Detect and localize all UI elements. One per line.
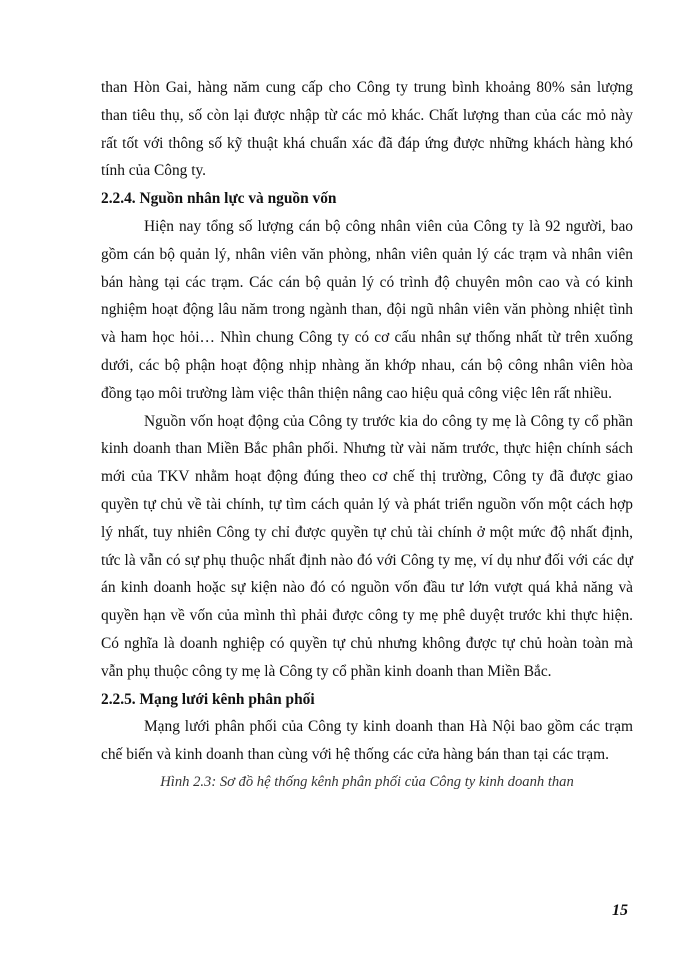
document-page [101,74,633,797]
paragraph-human-resources: Hiện nay tổng số lượng cán bộ công nhân viên của Công ty là 92 người, bao gồm cán bộ quản lý, nhân viên văn phòng, nhân viên quản lý các trạm và nhân viên bán hàng tại các trạm. Các cán bộ quản lý có trình độ chuyên môn cao và có kinh nghiệm hoạt động lâu năm trong ngành than, đội ngũ nhân viên văn phòng nhiệt tình và ham học hỏi… Nhìn chung Công ty có cơ cấu nhân sự thống nhất từ trên xuống dưới, các bộ phận hoạt động nhịp nhàng ăn khớp nhau, cán bộ công nhân viên hòa đồng tạo môi trường làm việc thân thiện nâng cao hiệu quả công việc lên rất nhiều. [101,217,633,402]
continuation-paragraph: than Hòn Gai, hàng năm cung cấp cho Công ty trung bình khoảng 80% sản lượng than tiêu thụ, số còn lại được nhập từ các mỏ khác. Chất lượng than của các mỏ này rất tốt với thông số kỹ thuật khá chuẩn xác đã đáp ứng được những khách hàng khó tính của Công ty. [101,79,633,180]
page-number: 15 [612,902,628,919]
section-heading-2-2-5: 2.2.5. Mạng lưới kênh phân phối [101,690,315,708]
section-heading-2-2-4: 2.2.4. Nguồn nhân lực và nguồn vốn [101,190,337,208]
paragraph-capital: Nguồn vốn hoạt động của Công ty trước kia do công ty mẹ là Công ty cổ phần kinh doanh than Miền Bắc phân phối. Nhưng từ vài năm trước, thực hiện chính sách mới của TKV nhằm hoạt động đúng theo cơ chế thị trường, Công ty đã được giao quyền tự chủ về tài chính, tự tìm cách quản lý và phát triển nguồn vốn một cách hợp lý nhất, tuy nhiên Công ty chỉ được quyền tự chủ tài chính ở một mức độ nhất định, tức là vẫn có sự phụ thuộc nhất định nào đó với Công ty mẹ, ví dụ như đối với các dự án kinh doanh hoặc sự kiện nào đó có nguồn vốn đầu tư lớn vượt quá khả năng và quyền hạn về vốn của mình thì phải được công ty mẹ phê duyệt trước khi thực hiện. Có nghĩa là doanh nghiệp có quyền tự chủ nhưng không được tự chủ hoàn toàn mà vẫn phụ thuộc công ty mẹ là Công ty cổ phần kinh doanh than Miền Bắc. [101,412,633,680]
figure-caption: Hình 2.3: Sơ đồ hệ thống kênh phân phối của Công ty kinh doanh than [160,773,574,790]
paragraph-distribution-network: Mạng lưới phân phối của Công ty kinh doanh than Hà Nội bao gồm các trạm chế biến và kinh doanh than cùng với hệ thống các cửa hàng bán than tại các trạm. [101,718,633,764]
